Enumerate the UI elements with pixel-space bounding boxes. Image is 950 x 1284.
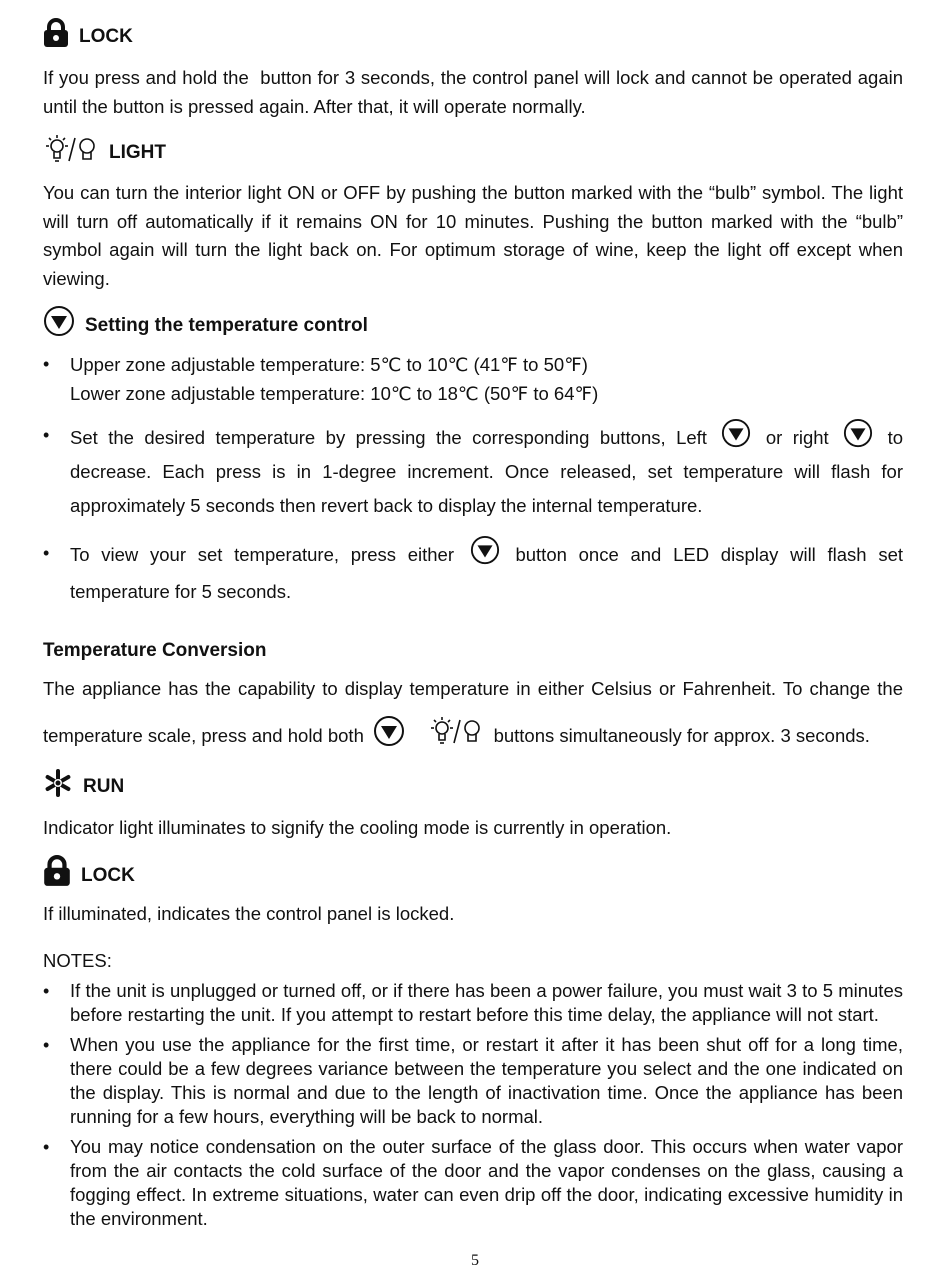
conversion-description: The appliance has the capability to display temperature in either Celsius or Fahrenheit. To change the temperature scale, press and hold both buttons simultaneously for approx. 3 seconds. <box>43 678 903 746</box>
light-heading-label: LIGHT <box>109 142 166 163</box>
notes-heading: NOTES: <box>43 950 112 971</box>
upper-zone-range: Upper zone adjustable temperature: 5℃ to 10℃ (41℉ to 50℉) <box>70 354 588 375</box>
lock-description: If you press and hold the button for 3 seconds, the control panel will lock and cannot be operated again until the button is pressed again. After that, it will operate normally. <box>43 67 904 117</box>
lock-indicator-heading <box>43 855 135 887</box>
list-item: • You may notice condensation on the outer surface of the glass door. This occurs when water vapor from the air contacts the cold surface of the door and the vapor condenses on the glass, causing a fogging effect. In extreme situations, water can even drip off the door, indicating excessive humidity in the environment. <box>43 1135 903 1231</box>
lock-heading-label: LOCK <box>79 26 133 47</box>
down-arrow-circle-icon <box>721 418 751 448</box>
light-bulb-icon <box>43 134 99 164</box>
light-heading <box>43 134 166 164</box>
list-item: • When you use the appliance for the first time, or restart it after it has been shut off for a long time, there could be a few degrees variance between the temperature you select and the one indicated on the display. This is normal and due to the length of inactivation time. Once the appliance has been running for a few hours, everything will be back to normal. <box>43 1033 903 1129</box>
temperature-bullets <box>43 350 903 408</box>
lock-indicator-heading-label: LOCK <box>81 865 135 886</box>
conversion-heading: Temperature Conversion <box>43 640 267 661</box>
temperature-heading-label: Setting the temperature control <box>85 315 368 336</box>
run-description: Indicator light illuminates to signify the cooling mode is currently in operation. <box>43 817 672 838</box>
light-description: You can turn the interior light ON or OFF by pushing the button marked with the “bulb” symbol. The light will turn off automatically if it remains ON for 10 minutes. Pushing the button marked with the “bulb” symbol again will turn the light back on. For optimum storage of wine, keep the light off except when viewing. <box>43 182 903 289</box>
temperature-bullets-2 <box>43 418 903 523</box>
notes-list <box>43 979 903 1231</box>
temperature-heading <box>43 305 368 337</box>
snowflake-icon <box>43 768 73 798</box>
down-arrow-circle-icon <box>373 715 405 747</box>
lock-icon <box>43 18 69 48</box>
list-item: • To view your set temperature, press either button once and LED display will flash set temperature for 5 seconds. <box>43 535 903 610</box>
down-arrow-circle-icon <box>470 535 500 565</box>
page-number: 5 <box>471 1252 479 1269</box>
run-heading-label: RUN <box>83 776 125 797</box>
list-item <box>43 350 903 408</box>
run-heading <box>43 768 124 798</box>
lock-heading <box>43 18 133 48</box>
down-arrow-circle-icon <box>843 418 873 448</box>
lock-indicator-description: If illuminated, indicates the control panel is locked. <box>43 903 455 924</box>
list-item: • Set the desired temperature by pressing the corresponding buttons, Left or right to decrease. Each press is in 1-degree increment. Once released, set temperature will flash for approximately 5 seconds then revert back to display the internal temperature. <box>43 418 903 523</box>
light-bulb-icon <box>428 716 484 746</box>
lock-icon <box>43 855 71 887</box>
down-arrow-circle-icon <box>43 305 75 337</box>
temperature-bullets-3 <box>43 535 903 610</box>
lower-zone-range: Lower zone adjustable temperature: 10℃ to 18℃ (50℉ to 64℉) <box>70 383 599 404</box>
list-item: • If the unit is unplugged or turned off, or if there has been a power failure, you must wait 3 to 5 minutes before restarting the unit. If you attempt to restart before this time delay, the appliance will not start. <box>43 979 903 1027</box>
